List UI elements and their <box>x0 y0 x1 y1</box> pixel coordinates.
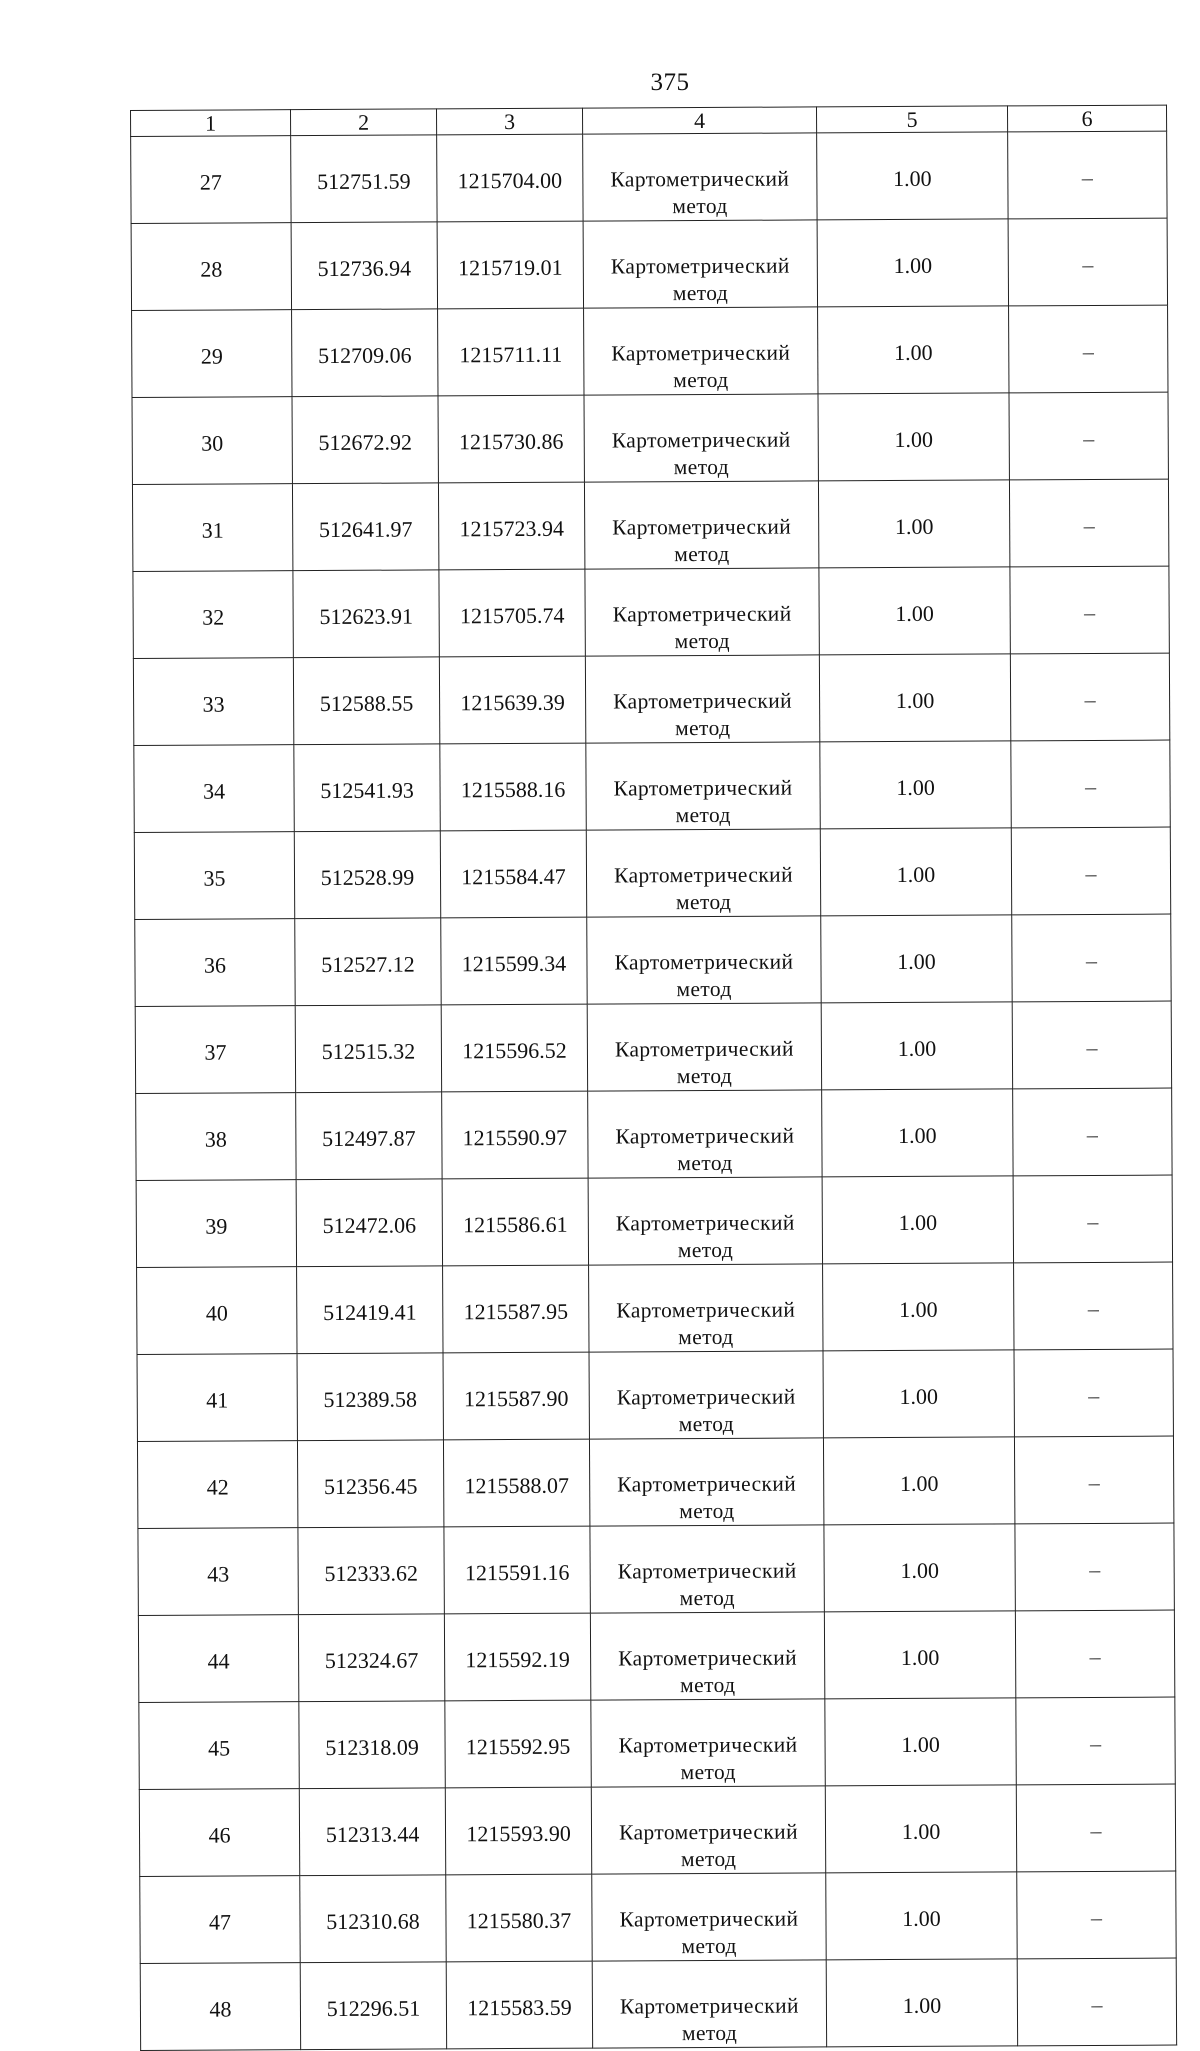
cell-note: – <box>1014 1349 1173 1437</box>
cell-point-number: 45 <box>139 1702 299 1790</box>
cell-accuracy: 1.00 <box>818 306 1009 394</box>
cell-note: – <box>1010 653 1169 741</box>
table-row <box>134 827 1170 919</box>
cell-accuracy: 1.00 <box>822 1176 1013 1264</box>
cell-point-number: 37 <box>135 1006 295 1094</box>
table-row <box>137 1436 1173 1528</box>
cell-note: – <box>1008 131 1167 219</box>
table-row <box>132 305 1168 397</box>
cell-y-coordinate: 1215730.86 <box>438 395 584 483</box>
table-row <box>140 1958 1176 2050</box>
cell-accuracy: 1.00 <box>826 1959 1017 2047</box>
cell-method: Картометрический метод <box>589 1438 823 1526</box>
cell-x-coordinate: 512313.44 <box>299 1788 445 1876</box>
column-header-2: 2 <box>291 109 437 136</box>
cell-y-coordinate: 1215704.00 <box>437 134 583 222</box>
cell-point-number: 46 <box>139 1789 299 1877</box>
cell-accuracy: 1.00 <box>824 1524 1015 1612</box>
cell-accuracy: 1.00 <box>818 393 1009 481</box>
cell-accuracy: 1.00 <box>819 654 1010 742</box>
table-row <box>139 1784 1175 1876</box>
cell-method: Картометрический метод <box>585 655 819 743</box>
cell-x-coordinate: 512419.41 <box>297 1266 443 1354</box>
cell-point-number: 39 <box>136 1180 296 1268</box>
cell-y-coordinate: 1215587.90 <box>443 1352 589 1440</box>
table-row <box>135 914 1171 1006</box>
coordinates-table <box>130 105 1177 2051</box>
cell-point-number: 36 <box>135 919 295 1007</box>
cell-point-number: 40 <box>137 1267 297 1355</box>
cell-point-number: 38 <box>136 1093 296 1181</box>
cell-x-coordinate: 512389.58 <box>297 1353 443 1441</box>
cell-note: – <box>1015 1610 1174 1698</box>
cell-x-coordinate: 512472.06 <box>296 1179 442 1267</box>
cell-y-coordinate: 1215639.39 <box>439 656 585 744</box>
cell-method: Картометрический метод <box>589 1351 823 1439</box>
cell-y-coordinate: 1215592.19 <box>444 1613 590 1701</box>
cell-y-coordinate: 1215587.95 <box>443 1265 589 1353</box>
cell-accuracy: 1.00 <box>817 219 1008 307</box>
cell-point-number: 42 <box>137 1441 297 1529</box>
cell-note: – <box>1016 1784 1175 1872</box>
table-row <box>135 1001 1171 1093</box>
cell-x-coordinate: 512324.67 <box>298 1614 444 1702</box>
cell-accuracy: 1.00 <box>820 741 1011 829</box>
cell-method: Картометрический метод <box>587 1003 821 1091</box>
cell-point-number: 29 <box>132 310 292 398</box>
cell-point-number: 30 <box>132 397 292 485</box>
cell-point-number: 33 <box>133 658 293 746</box>
table-row <box>133 653 1169 745</box>
cell-x-coordinate: 512672.92 <box>292 396 438 484</box>
cell-note: – <box>1014 1262 1173 1350</box>
cell-y-coordinate: 1215583.59 <box>446 1961 592 2049</box>
cell-method: Картометрический метод <box>588 1177 822 1265</box>
cell-method: Картометрический метод <box>592 1960 826 2048</box>
cell-point-number: 31 <box>132 484 292 572</box>
cell-y-coordinate: 1215588.07 <box>443 1439 589 1527</box>
cell-accuracy: 1.00 <box>825 1785 1016 1873</box>
cell-accuracy: 1.00 <box>823 1263 1014 1351</box>
cell-method: Картометрический метод <box>584 394 818 482</box>
cell-accuracy: 1.00 <box>824 1611 1015 1699</box>
column-header-1: 1 <box>131 110 291 137</box>
table-row <box>137 1349 1173 1441</box>
cell-accuracy: 1.00 <box>821 915 1012 1003</box>
cell-accuracy: 1.00 <box>823 1350 1014 1438</box>
cell-x-coordinate: 512541.93 <box>294 744 440 832</box>
cell-note: – <box>1017 1958 1176 2046</box>
cell-x-coordinate: 512296.51 <box>300 1962 446 2050</box>
column-header-5: 5 <box>816 106 1007 133</box>
table-row <box>131 218 1167 310</box>
cell-note: – <box>1011 827 1170 915</box>
cell-method: Картометрический метод <box>588 1090 822 1178</box>
cell-accuracy: 1.00 <box>819 567 1010 655</box>
cell-accuracy: 1.00 <box>825 1698 1016 1786</box>
cell-accuracy: 1.00 <box>822 1089 1013 1177</box>
column-header-3: 3 <box>436 108 582 135</box>
cell-method: Картометрический метод <box>586 742 820 830</box>
cell-note: – <box>1010 566 1169 654</box>
cell-accuracy: 1.00 <box>823 1437 1014 1525</box>
column-header-4: 4 <box>582 107 816 134</box>
cell-accuracy: 1.00 <box>821 1002 1012 1090</box>
table-row <box>140 1871 1176 1963</box>
cell-y-coordinate: 1215590.97 <box>442 1091 588 1179</box>
page-number: 375 <box>650 69 690 96</box>
cell-point-number: 43 <box>138 1528 298 1616</box>
table-row <box>136 1175 1172 1267</box>
cell-note: – <box>1013 1175 1172 1263</box>
cell-y-coordinate: 1215711.11 <box>438 308 584 396</box>
cell-x-coordinate: 512528.99 <box>294 831 440 919</box>
cell-x-coordinate: 512310.68 <box>300 1875 446 1963</box>
cell-method: Картометрический метод <box>585 568 819 656</box>
cell-note: – <box>1009 305 1168 393</box>
cell-point-number: 28 <box>131 223 291 311</box>
cell-x-coordinate: 512641.97 <box>292 483 438 571</box>
cell-note: – <box>1015 1523 1174 1611</box>
cell-note: – <box>1009 392 1168 480</box>
table-row <box>134 740 1170 832</box>
cell-x-coordinate: 512515.32 <box>295 1005 441 1093</box>
cell-point-number: 48 <box>140 1963 300 2051</box>
cell-y-coordinate: 1215584.47 <box>440 830 586 918</box>
cell-note: – <box>1013 1088 1172 1176</box>
cell-note: – <box>1012 914 1171 1002</box>
table-row <box>137 1262 1173 1354</box>
cell-x-coordinate: 512497.87 <box>296 1092 442 1180</box>
cell-point-number: 41 <box>137 1354 297 1442</box>
cell-note: – <box>1011 740 1170 828</box>
cell-method: Картометрический метод <box>586 829 820 917</box>
cell-y-coordinate: 1215580.37 <box>446 1874 592 1962</box>
cell-y-coordinate: 1215591.16 <box>444 1526 590 1614</box>
cell-y-coordinate: 1215596.52 <box>441 1004 587 1092</box>
cell-x-coordinate: 512751.59 <box>291 135 437 223</box>
table-row <box>132 392 1168 484</box>
cell-method: Картометрический метод <box>583 220 817 308</box>
cell-x-coordinate: 512588.55 <box>293 657 439 745</box>
column-header-6: 6 <box>1007 105 1166 132</box>
table-row <box>131 131 1167 223</box>
cell-method: Картометрический метод <box>584 307 818 395</box>
cell-method: Картометрический метод <box>589 1264 823 1352</box>
table-row <box>136 1088 1172 1180</box>
table-body <box>131 131 1177 2050</box>
cell-method: Картометрический метод <box>590 1612 824 1700</box>
cell-method: Картометрический метод <box>590 1525 824 1613</box>
cell-y-coordinate: 1215592.95 <box>445 1700 591 1788</box>
cell-note: – <box>1017 1871 1176 1959</box>
cell-y-coordinate: 1215586.61 <box>442 1178 588 1266</box>
cell-x-coordinate: 512709.06 <box>292 309 438 397</box>
cell-method: Картометрический метод <box>584 481 818 569</box>
cell-x-coordinate: 512356.45 <box>297 1440 443 1528</box>
cell-method: Картометрический метод <box>591 1786 825 1874</box>
table-row <box>138 1523 1174 1615</box>
cell-accuracy: 1.00 <box>817 132 1008 220</box>
cell-x-coordinate: 512318.09 <box>299 1701 445 1789</box>
cell-note: – <box>1016 1697 1175 1785</box>
cell-method: Картометрический метод <box>583 133 817 221</box>
cell-note: – <box>1009 479 1168 567</box>
cell-note: – <box>1008 218 1167 306</box>
table-row <box>138 1610 1174 1702</box>
cell-note: – <box>1014 1436 1173 1524</box>
cell-y-coordinate: 1215599.34 <box>441 917 587 1005</box>
cell-x-coordinate: 512527.12 <box>295 918 441 1006</box>
cell-point-number: 44 <box>138 1615 298 1703</box>
cell-y-coordinate: 1215719.01 <box>437 221 583 309</box>
cell-y-coordinate: 1215723.94 <box>438 482 584 570</box>
cell-method: Картометрический метод <box>587 916 821 1004</box>
cell-method: Картометрический метод <box>591 1699 825 1787</box>
cell-point-number: 32 <box>133 571 293 659</box>
cell-accuracy: 1.00 <box>826 1872 1017 1960</box>
table-row <box>133 566 1169 658</box>
cell-point-number: 27 <box>131 136 291 224</box>
cell-x-coordinate: 512736.94 <box>291 222 437 310</box>
cell-x-coordinate: 512333.62 <box>298 1527 444 1615</box>
cell-note: – <box>1012 1001 1171 1089</box>
cell-point-number: 34 <box>134 745 294 833</box>
cell-accuracy: 1.00 <box>818 480 1009 568</box>
cell-y-coordinate: 1215588.16 <box>440 743 586 831</box>
cell-accuracy: 1.00 <box>820 828 1011 916</box>
cell-y-coordinate: 1215593.90 <box>445 1787 591 1875</box>
table-row <box>139 1697 1175 1789</box>
cell-method: Картометрический метод <box>592 1873 826 1961</box>
cell-point-number: 35 <box>134 832 294 920</box>
cell-x-coordinate: 512623.91 <box>293 570 439 658</box>
table-row <box>132 479 1168 571</box>
cell-point-number: 47 <box>140 1876 300 1964</box>
cell-y-coordinate: 1215705.74 <box>439 569 585 657</box>
